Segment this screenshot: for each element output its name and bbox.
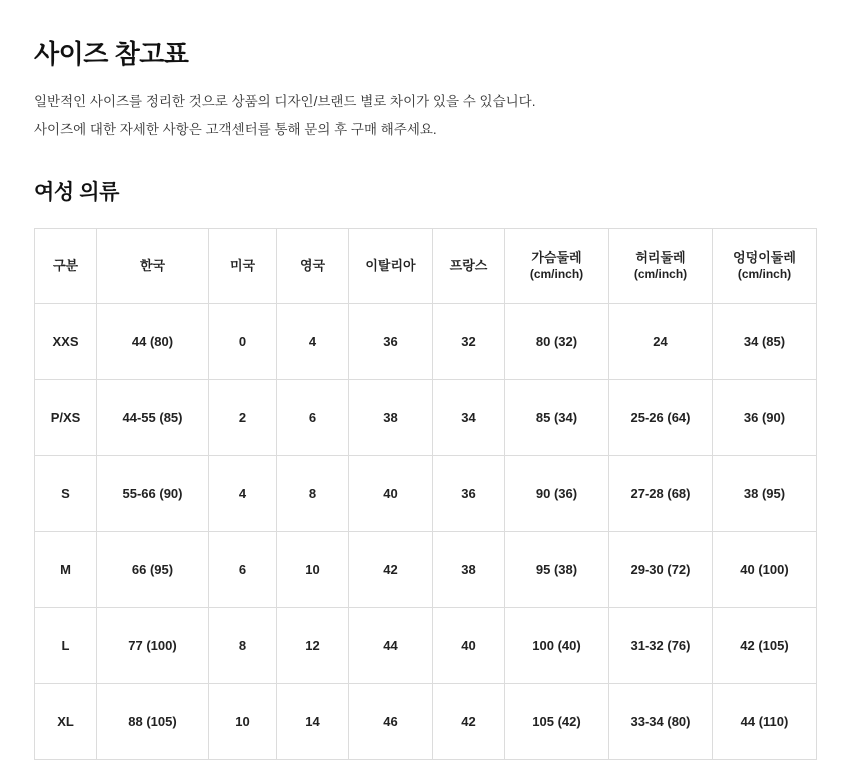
- column-header-usa: [209, 228, 277, 303]
- table-cell: 6: [277, 379, 349, 455]
- table-row: [35, 303, 817, 379]
- table-cell: 38 (95): [713, 455, 817, 531]
- table-cell: 80 (32): [505, 303, 609, 379]
- table-cell: 34: [433, 379, 505, 455]
- table-cell: 90 (36): [505, 455, 609, 531]
- column-header-waist: [609, 228, 713, 303]
- column-header-label: 허리둘레: [635, 249, 686, 265]
- section-title: 여성 의류: [34, 180, 119, 204]
- table-cell: M: [35, 531, 97, 607]
- column-header-label: 이탈리아: [365, 257, 416, 273]
- column-header-unit: (cm/inch): [529, 267, 584, 282]
- table-cell: 46: [349, 683, 433, 759]
- table-cell: 24: [609, 303, 713, 379]
- table-cell: 4: [277, 303, 349, 379]
- womens-clothing-size-table: [34, 228, 817, 760]
- table-cell: 38: [349, 379, 433, 455]
- table-cell: 10: [209, 683, 277, 759]
- table-row: [35, 607, 817, 683]
- table-cell: 25-26 (64): [609, 379, 713, 455]
- table-cell: 38: [433, 531, 505, 607]
- table-cell: 42 (105): [713, 607, 817, 683]
- table-cell: 33-34 (80): [609, 683, 713, 759]
- table-cell: 27-28 (68): [609, 455, 713, 531]
- table-cell: 40: [433, 607, 505, 683]
- table-cell: 36: [349, 303, 433, 379]
- table-cell: 34 (85): [713, 303, 817, 379]
- column-header-label: 구분: [52, 257, 79, 273]
- column-header-unit: (cm/inch): [737, 267, 792, 282]
- table-cell: 55-66 (90): [97, 455, 209, 531]
- table-cell: 31-32 (76): [609, 607, 713, 683]
- column-header-label: 영국: [299, 257, 326, 273]
- table-cell: 29-30 (72): [609, 531, 713, 607]
- table-cell: 42: [349, 531, 433, 607]
- column-header-unit: (cm/inch): [633, 267, 688, 282]
- column-header-label: 미국: [229, 257, 256, 273]
- column-header-uk: [277, 228, 349, 303]
- table-cell: 36: [433, 455, 505, 531]
- table-cell: XL: [35, 683, 97, 759]
- table-cell: 0: [209, 303, 277, 379]
- table-cell: 8: [209, 607, 277, 683]
- table-cell: S: [35, 455, 97, 531]
- column-header-label: 가슴둘레: [531, 249, 582, 265]
- table-cell: P/XS: [35, 379, 97, 455]
- table-cell: 10: [277, 531, 349, 607]
- column-header-france: [433, 228, 505, 303]
- table-cell: 95 (38): [505, 531, 609, 607]
- table-cell: 44-55 (85): [97, 379, 209, 455]
- table-cell: 42: [433, 683, 505, 759]
- column-header-category: [35, 228, 97, 303]
- table-cell: 2: [209, 379, 277, 455]
- table-header: [35, 228, 817, 303]
- intro-line-2: 사이즈에 대한 자세한 사항은 고객센터를 통해 문의 후 구매 해주세요.: [34, 122, 437, 138]
- table-cell: 40: [349, 455, 433, 531]
- page-title: 사이즈 참고표: [34, 39, 189, 69]
- column-header-italy: [349, 228, 433, 303]
- intro-text: [34, 91, 826, 142]
- table-cell: 14: [277, 683, 349, 759]
- table-cell: 44 (80): [97, 303, 209, 379]
- table-row: [35, 531, 817, 607]
- table-row: [35, 683, 817, 759]
- table-cell: XXS: [35, 303, 97, 379]
- table-cell: 36 (90): [713, 379, 817, 455]
- column-header-label: 한국: [139, 257, 166, 273]
- column-header-bust: [505, 228, 609, 303]
- table-cell: 100 (40): [505, 607, 609, 683]
- table-row: [35, 455, 817, 531]
- table-cell: 12: [277, 607, 349, 683]
- intro-line-1: 일반적인 사이즈를 정리한 것으로 상품의 디자인/브랜드 별로 차이가 있을 수 있습니다.: [34, 94, 536, 109]
- table-cell: L: [35, 607, 97, 683]
- table-row: [35, 379, 817, 455]
- column-header-label: 프랑스: [449, 257, 488, 273]
- column-header-label: 엉덩이둘레: [733, 249, 796, 265]
- table-cell: 77 (100): [97, 607, 209, 683]
- table-cell: 40 (100): [713, 531, 817, 607]
- table-body: [35, 303, 817, 759]
- column-header-hip: [713, 228, 817, 303]
- column-header-korea: [97, 228, 209, 303]
- table-cell: 44 (110): [713, 683, 817, 759]
- table-cell: 44: [349, 607, 433, 683]
- table-cell: 4: [209, 455, 277, 531]
- table-cell: 105 (42): [505, 683, 609, 759]
- table-cell: 8: [277, 455, 349, 531]
- table-cell: 88 (105): [97, 683, 209, 759]
- table-cell: 32: [433, 303, 505, 379]
- table-cell: 85 (34): [505, 379, 609, 455]
- table-cell: 66 (95): [97, 531, 209, 607]
- table-header-row: [35, 228, 817, 303]
- table-cell: 6: [209, 531, 277, 607]
